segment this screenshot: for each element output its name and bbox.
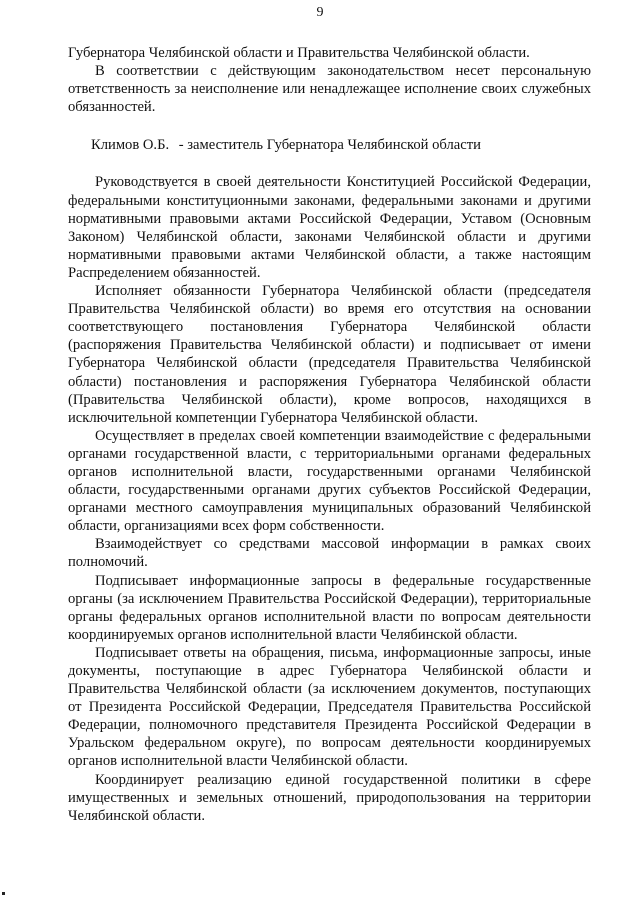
paragraph-media: Взаимодействует со средствами массовой информации в рамках своих полномочий. [68, 536, 591, 571]
paragraph-coordination: Координирует реализацию единой государственной политики в сфере имущественных и земельных отношений, природопользования на территории Челябинской области. [68, 771, 591, 824]
paragraph-guided-by: Руководствуется в своей деятельности Конституцией Российской Федерации, федеральными конституционными законами, федеральными законами и другими нормативными правовыми актами Российской Федерации, Уставом (Основным Законом) Челябинской области, законами Челябинской области и другими нормативными правовыми актами Челябинской области, а также настоящим Распределением обязанностей. [68, 174, 591, 281]
page-number: 9 [316, 5, 324, 20]
paragraph-responses: Подписывает ответы на обращения, письма, информационные запросы, иные документы, поступающие в адрес Губернатора Челябинской области и Правительства Челябинской области (за исключением документов, поступающих от Президента Российской Федерации, Председателя Правительства Российской Федерации, полномочного представителя Президента Российской Федерации в Уральском федеральном округе), по вопросам деятельности координируемых органов исполнительной власти Челябинской области. [68, 644, 591, 770]
paragraph-acting-duties: Исполняет обязанности Губернатора Челябинской области (председателя Правительства Челябинской области) во время его отсутствия на основании соответствующего постановления Губернатора Челябинской области (распоряжения Правительства Челябинской области) и подписывает от имени Губернатора Челябинской области (председателя Правительства Челябинской области) постановления и распоряжения Губернатора Челябинской области (Правительства Челябинской области), кроме вопросов, находящихся в исключительной компетенции Губернатора Челябинской области. [68, 283, 591, 426]
scan-mark [2, 892, 5, 895]
paragraph-requests: Подписывает информационные запросы в федеральные государственные органы (за исключением Правительства Российской Федерации), территориальные органы федеральных органов исполнительной власти по вопросам деятельности координируемых органов исполнительной власти Челябинской области. [68, 572, 591, 643]
paragraph-interaction: Осуществляет в пределах своей компетенции взаимодействие с федеральными органами государственной власти, с территориальными органами федеральных органов исполнительной власти, государственными органами Челябинской области, государственными органами других субъектов Российской Федерации, органами местного самоуправления муниципальных образований Челябинской области, организациями всех форм собственности. [68, 427, 591, 535]
official-role: - заместитель Губернатора Челябинской области [178, 137, 481, 154]
paragraph-responsibility: В соответствии с действующим законодательством несет персональную ответственность за неисполнение или ненадлежащее исполнение своих служебных обязанностей. [68, 63, 591, 116]
official-name: Климов О.Б. [91, 137, 170, 154]
official-heading [68, 136, 591, 154]
paragraph-continuation: Губернатора Челябинской области и Правительства Челябинской области. [68, 45, 530, 61]
document-body [68, 44, 591, 825]
